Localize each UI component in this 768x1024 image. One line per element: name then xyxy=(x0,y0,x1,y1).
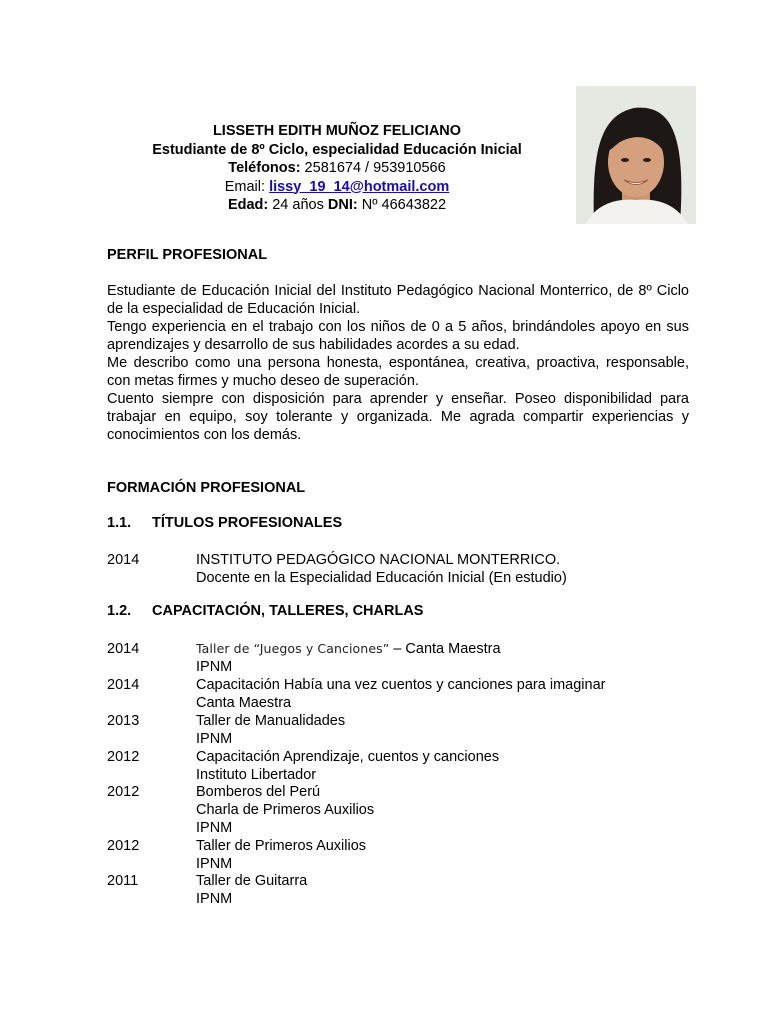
entry-line: Capacitación Aprendizaje, cuentos y canciones xyxy=(196,749,500,765)
entry-line: INSTITUTO PEDAGÓGICO NACIONAL MONTERRICO. xyxy=(196,552,561,568)
age-label: Edad: xyxy=(227,197,269,213)
age-value: 24 años xyxy=(268,197,328,213)
subsection-number: 1.2. xyxy=(107,603,132,619)
email-link[interactable]: lissy_19_14@hotmail.com xyxy=(269,178,450,195)
candidate-name: LISSETH EDITH MUÑOZ FELICIANO xyxy=(212,123,462,139)
entry-line: Taller de Primeros Auxilios xyxy=(196,838,367,854)
age-dni-line xyxy=(107,196,567,215)
entry-line: IPNM xyxy=(196,731,233,747)
entry-year: 2012 xyxy=(107,749,140,765)
entry-year: 2013 xyxy=(107,713,140,729)
phones-value: 2581674 / 953910566 xyxy=(300,160,446,176)
entry-title-part: Taller de “Juegos y Canciones” xyxy=(196,641,390,656)
entry-year: 2012 xyxy=(107,784,140,800)
profile-paragraph: Estudiante de Educación Inicial del Instituto Pedagógico Nacional Monterrico, de 8º Ciclo de la especialidad de Educación Inicial. xyxy=(107,283,689,317)
entry-line: IPNM xyxy=(196,659,233,675)
entry-line: Canta Maestra xyxy=(196,695,292,711)
dni-value: Nº 46643822 xyxy=(357,197,447,213)
entry-line: Capacitación Había una vez cuentos y canciones para imaginar xyxy=(196,677,606,693)
subsection-label: CAPACITACIÓN, TALLERES, CHARLAS xyxy=(152,603,424,619)
portrait-image xyxy=(576,86,696,224)
titles-subsection-heading xyxy=(107,515,342,531)
entry-line xyxy=(196,640,696,658)
entry-line: Docente en la Especialidad Educación Inicial (En estudio) xyxy=(196,570,567,586)
phones-label: Teléfonos: xyxy=(228,160,301,176)
email-label: Email: xyxy=(224,178,270,195)
training-subsection-heading xyxy=(107,603,423,619)
dni-label: DNI: xyxy=(327,197,358,213)
phones-line xyxy=(107,159,567,178)
profile-photo xyxy=(576,86,696,224)
profile-paragraph: Me describo como una persona honesta, espontánea, creativa, proactiva, responsable, con metas firmes y mucho deseo de superación. xyxy=(107,355,689,389)
subsection-label: TÍTULOS PROFESIONALES xyxy=(152,515,343,531)
email-line xyxy=(107,178,567,197)
entry-line: IPNM xyxy=(196,891,233,907)
entry-year: 2011 xyxy=(107,873,139,889)
profile-paragraph: Cuento siempre con disposición para aprender y enseñar. Poseo disponibilidad para trabajar en equipo, soy tolerante y organizada. Me agrada compartir experiencias y conocimientos con los demás. xyxy=(107,391,689,443)
formation-heading: FORMACIÓN PROFESIONAL xyxy=(107,480,306,496)
entry-line: Charla de Primeros Auxilios xyxy=(196,802,375,818)
entry-line: Bomberos del Perú xyxy=(196,784,321,800)
cv-header xyxy=(107,122,567,215)
profile-text xyxy=(107,282,689,444)
entry-year: 2014 xyxy=(107,641,140,657)
profile-heading: PERFIL PROFESIONAL xyxy=(107,247,268,263)
candidate-subtitle: Estudiante de 8º Ciclo, especialidad Educación Inicial xyxy=(152,141,522,158)
entry-year: 2012 xyxy=(107,838,140,854)
entry-year: 2014 xyxy=(107,677,140,693)
entry-line: IPNM xyxy=(196,820,233,836)
entry-year: 2014 xyxy=(107,552,140,568)
entry-title-part: – Canta Maestra xyxy=(389,641,501,657)
subsection-number: 1.1. xyxy=(107,515,132,531)
profile-paragraph: Tengo experiencia en el trabajo con los niños de 0 a 5 años, brindándoles apoyo en sus aprendizajes y desarrollo de sus habilidades acordes a su edad. xyxy=(107,319,689,353)
entry-line: Instituto Libertador xyxy=(196,767,317,783)
entry-line: IPNM xyxy=(196,856,233,872)
entry-line: Taller de Manualidades xyxy=(196,713,346,729)
entry-line: Taller de Guitarra xyxy=(196,873,308,889)
